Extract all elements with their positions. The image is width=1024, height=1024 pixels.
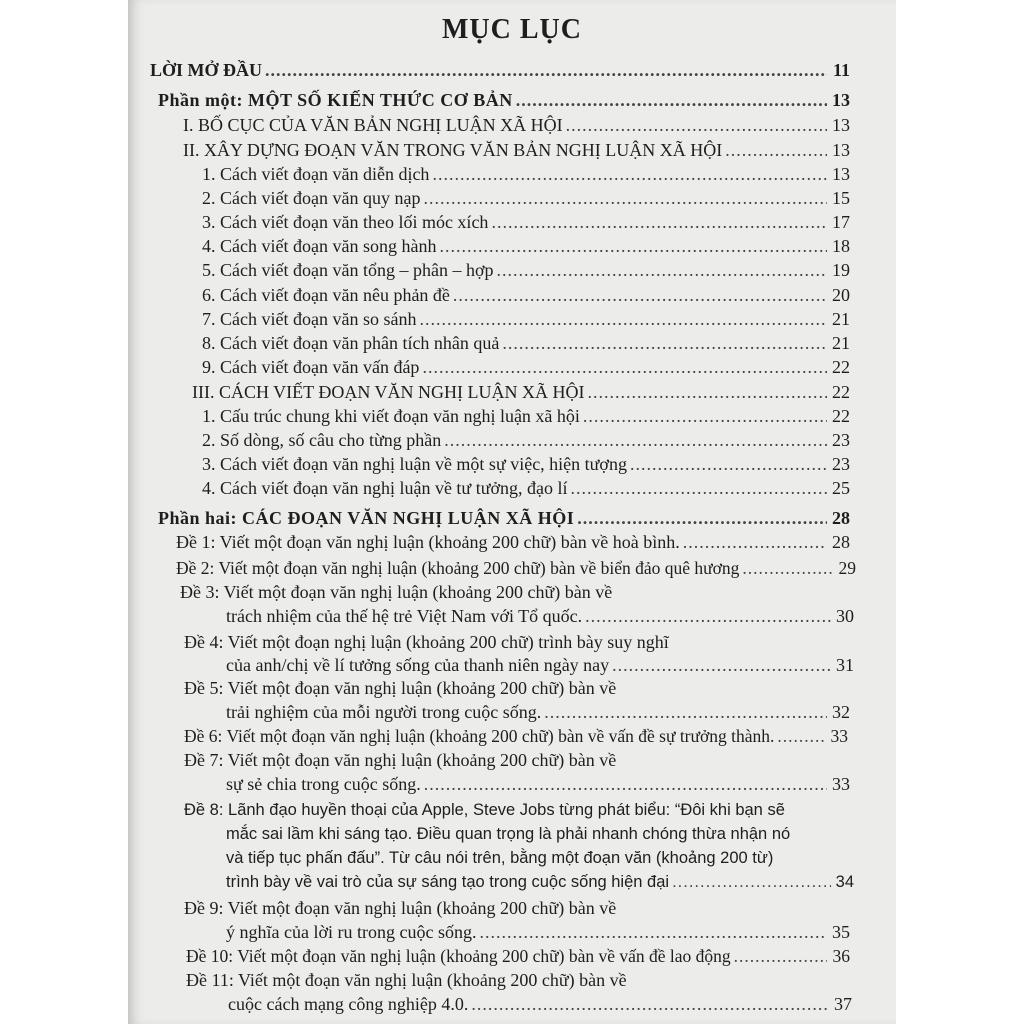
toc-entry-de-5-cont[interactable]	[226, 700, 850, 724]
toc-page-number: 21	[832, 333, 850, 353]
toc-entry-label: 2. Cách viết đoạn văn quy nạp	[202, 188, 421, 208]
page-title: MỤC LỤC	[442, 14, 582, 45]
toc-entry-label: ý nghĩa của lời ru trong cuộc sống.	[226, 922, 477, 942]
dot-leader	[419, 307, 827, 331]
toc-page-number: 30	[836, 606, 854, 626]
toc-page-number: 36	[832, 946, 850, 966]
dot-leader	[516, 88, 827, 112]
toc-page-number: 21	[832, 309, 850, 329]
toc-entry-label: Phần một: MỘT SỐ KIẾN THỨC CƠ BẢN	[158, 90, 513, 110]
toc-entry-de-4[interactable]: Đề 4: Viết một đoạn nghị luận (khoảng 200 chữ) trình bày suy nghĩ	[184, 632, 669, 652]
toc-page-number: 13	[832, 164, 850, 184]
toc-entry-de-6[interactable]	[184, 724, 848, 748]
toc-entry-label: 1. Cấu trúc chung khi viết đoạn văn nghị luận xã hội	[202, 406, 580, 426]
toc-entry-label: trải nghiệm của mỗi người trong cuộc sống.	[226, 702, 542, 722]
toc-entry-section-1[interactable]	[183, 113, 850, 137]
toc-entry-2-4[interactable]	[202, 234, 850, 258]
toc-entry-label: 4. Cách viết đoạn văn song hành	[202, 236, 437, 256]
dot-leader	[422, 355, 827, 379]
toc-entry-label: sự sẻ chia trong cuộc sống.	[226, 774, 421, 794]
toc-entry-de-11[interactable]: Đề 11: Viết một đoạn văn nghị luận (khoảng 200 chữ) bàn về	[186, 970, 627, 990]
dot-leader	[471, 992, 829, 1016]
toc-entry-label: Đề 10: Viết một đoạn văn nghị luận (khoảng 200 chữ) bàn về vấn đề lao động	[186, 946, 731, 966]
toc-page-number: 22	[832, 406, 850, 426]
toc-entry-de-11-cont[interactable]	[228, 992, 852, 1016]
toc-page-number: 34	[835, 873, 854, 891]
toc-entry-de-4-cont[interactable]	[226, 653, 854, 677]
toc-entry-de-3[interactable]: Đề 3: Viết một đoạn văn nghị luận (khoảng 200 chữ) bàn về	[180, 582, 613, 602]
toc-page-number: 20	[832, 285, 850, 305]
toc-entry-3-4[interactable]	[202, 476, 850, 500]
toc-entry-3-3[interactable]	[202, 452, 850, 476]
toc-page-number: 33	[832, 774, 850, 794]
toc-entry-label: trình bày về vai trò của sự sáng tạo trong cuộc sống hiện đại	[226, 873, 670, 891]
dot-leader	[265, 58, 827, 82]
dot-leader	[742, 556, 833, 580]
toc-entry-de-8-line3: và tiếp tục phấn đấu”. Từ câu nói trên, bằng một đoạn văn (khoảng 200 từ)	[226, 849, 774, 867]
toc-entry-label: của anh/chị về lí tưởng sống của thanh niên ngày nay	[226, 655, 610, 675]
toc-entry-label: 5. Cách viết đoạn văn tổng – phân – hợp	[202, 260, 494, 280]
toc-page-number: 13	[832, 140, 850, 160]
toc-entry-2-5[interactable]	[202, 258, 850, 282]
toc-entry-2-6[interactable]	[202, 283, 850, 307]
toc-page-number: 28	[832, 532, 850, 552]
toc-entry-de-1[interactable]	[176, 530, 850, 554]
book-page	[128, 0, 896, 1024]
toc-entry-label: LỜI MỞ ĐẦU	[150, 60, 262, 80]
toc-page-number: 25	[832, 478, 850, 498]
toc-entry-de-8-cont[interactable]	[226, 870, 854, 894]
dot-leader	[585, 604, 831, 628]
toc-entry-label: cuộc cách mạng công nghiệp 4.0.	[228, 994, 469, 1014]
toc-entry-de-9-cont[interactable]	[226, 920, 850, 944]
toc-entry-2-8[interactable]	[202, 331, 850, 355]
dot-leader	[672, 870, 831, 894]
toc-entry-section-2[interactable]	[183, 138, 850, 162]
toc-entry-3-1[interactable]	[202, 404, 850, 428]
dot-leader	[630, 452, 827, 476]
dot-leader	[496, 258, 827, 282]
dot-leader	[424, 772, 827, 796]
toc-entry-label: 3. Cách viết đoạn văn nghị luận về một sự việc, hiện tượng	[202, 454, 627, 474]
toc-entry-label: I. BỐ CỤC CỦA VĂN BẢN NGHỊ LUẬN XÃ HỘI	[183, 115, 563, 135]
toc-entry-de-10[interactable]	[186, 944, 850, 968]
dot-leader	[502, 331, 827, 355]
toc-entry-label: 3. Cách viết đoạn văn theo lối móc xích	[202, 212, 489, 232]
dot-leader	[734, 944, 827, 968]
dot-leader	[577, 506, 827, 530]
toc-entry-de-7[interactable]: Đề 7: Viết một đoạn văn nghị luận (khoảng 200 chữ) bàn về	[184, 750, 617, 770]
toc-entry-de-3-cont[interactable]	[226, 604, 854, 628]
dot-leader	[432, 162, 827, 186]
toc-page-number: 23	[832, 430, 850, 450]
toc-entry-label: 9. Cách viết đoạn văn vấn đáp	[202, 357, 420, 377]
toc-entry-de-5[interactable]: Đề 5: Viết một đoạn văn nghị luận (khoảng 200 chữ) bàn về	[184, 678, 617, 698]
toc-entry-label: Đề 2: Viết một đoạn văn nghị luận (khoảng 200 chữ) bàn về biển đảo quê hương	[176, 558, 740, 578]
toc-entry-de-9[interactable]: Đề 9: Viết một đoạn văn nghị luận (khoảng 200 chữ) bàn về	[184, 898, 617, 918]
toc-entry-label: Đề 6: Viết một đoạn văn nghị luận (khoảng 200 chữ) bàn về vấn đề sự trưởng thành.	[184, 726, 775, 746]
toc-page-number: 32	[832, 702, 850, 722]
toc-entry-preface[interactable]	[150, 58, 850, 82]
toc-entry-label: 2. Số dòng, số câu cho từng phần	[202, 430, 442, 450]
toc-page-number: 35	[832, 922, 850, 942]
toc-entry-label: 7. Cách viết đoạn văn so sánh	[202, 309, 417, 329]
toc-page-number: 37	[834, 994, 852, 1014]
toc-entry-label: trách nhiệm của thế hệ trẻ Việt Nam với Tổ quốc.	[226, 606, 583, 626]
toc-page-number: 15	[832, 188, 850, 208]
dot-leader	[777, 724, 825, 748]
dot-leader	[453, 283, 827, 307]
toc-entry-de-7-cont[interactable]	[226, 772, 850, 796]
dot-leader	[612, 653, 831, 677]
toc-entry-label: II. XÂY DỰNG ĐOẠN VĂN TRONG VĂN BẢN NGHỊ LUẬN XÃ HỘI	[183, 140, 723, 160]
dot-leader	[444, 428, 827, 452]
toc-page-number: 19	[832, 260, 850, 280]
toc-page-number: 33	[830, 726, 848, 746]
toc-entry-label: 4. Cách viết đoạn văn nghị luận về tư tưởng, đạo lí	[202, 478, 568, 498]
toc-entry-label: 6. Cách viết đoạn văn nêu phản đề	[202, 285, 450, 305]
dot-leader	[566, 113, 827, 137]
toc-entry-2-3[interactable]	[202, 210, 850, 234]
toc-page-number: 22	[832, 382, 850, 402]
toc-entry-de-2[interactable]	[176, 556, 856, 580]
dot-leader	[570, 476, 827, 500]
dot-leader	[725, 138, 827, 162]
toc-page-number: 31	[836, 655, 854, 675]
toc-entry-label: 1. Cách viết đoạn văn diễn dịch	[202, 164, 430, 184]
dot-leader	[583, 404, 827, 428]
toc-entry-3-2[interactable]	[202, 428, 850, 452]
dot-leader	[491, 210, 827, 234]
toc-page-number: 29	[838, 558, 856, 578]
dot-leader	[683, 530, 827, 554]
toc-entry-de-8[interactable]: Đề 8: Lãnh đạo huyền thoại của Apple, Steve Jobs từng phát biểu: “Đôi khi bạn sẽ	[184, 801, 785, 819]
toc-page-number: 11	[832, 60, 850, 80]
toc-entry-de-8-line2: mắc sai lầm khi sáng tạo. Điều quan trọng là phải nhanh chóng thừa nhận nó	[226, 825, 791, 843]
toc-page-number: 23	[832, 454, 850, 474]
table-of-contents	[128, 0, 896, 1024]
toc-entry-2-2[interactable]	[202, 186, 850, 210]
toc-page-number: 13	[832, 115, 850, 135]
toc-page-number: 18	[832, 236, 850, 256]
dot-leader	[587, 380, 827, 404]
toc-entry-label: Phần hai: CÁC ĐOẠN VĂN NGHỊ LUẬN XÃ HỘI	[158, 508, 575, 528]
toc-entry-label: 8. Cách viết đoạn văn phân tích nhân quả	[202, 333, 500, 353]
toc-entry-part-one[interactable]	[158, 88, 850, 112]
toc-entry-section-3[interactable]	[192, 380, 850, 404]
toc-page-number: 17	[832, 212, 850, 232]
toc-entry-label: III. CÁCH VIẾT ĐOẠN VĂN NGHỊ LUẬN XÃ HỘI	[192, 382, 585, 402]
toc-page-number: 28	[832, 508, 850, 528]
toc-entry-2-1[interactable]	[202, 162, 850, 186]
toc-entry-label: Đề 1: Viết một đoạn văn nghị luận (khoảng 200 chữ) bàn về hoà bình.	[176, 532, 680, 552]
dot-leader	[479, 920, 827, 944]
dot-leader	[544, 700, 827, 724]
toc-entry-part-two[interactable]	[158, 506, 850, 530]
toc-entry-2-7[interactable]	[202, 307, 850, 331]
toc-page-number: 22	[832, 357, 850, 377]
toc-entry-2-9[interactable]	[202, 355, 850, 379]
dot-leader	[423, 186, 827, 210]
toc-page-number: 13	[832, 90, 850, 110]
dot-leader	[439, 234, 827, 258]
